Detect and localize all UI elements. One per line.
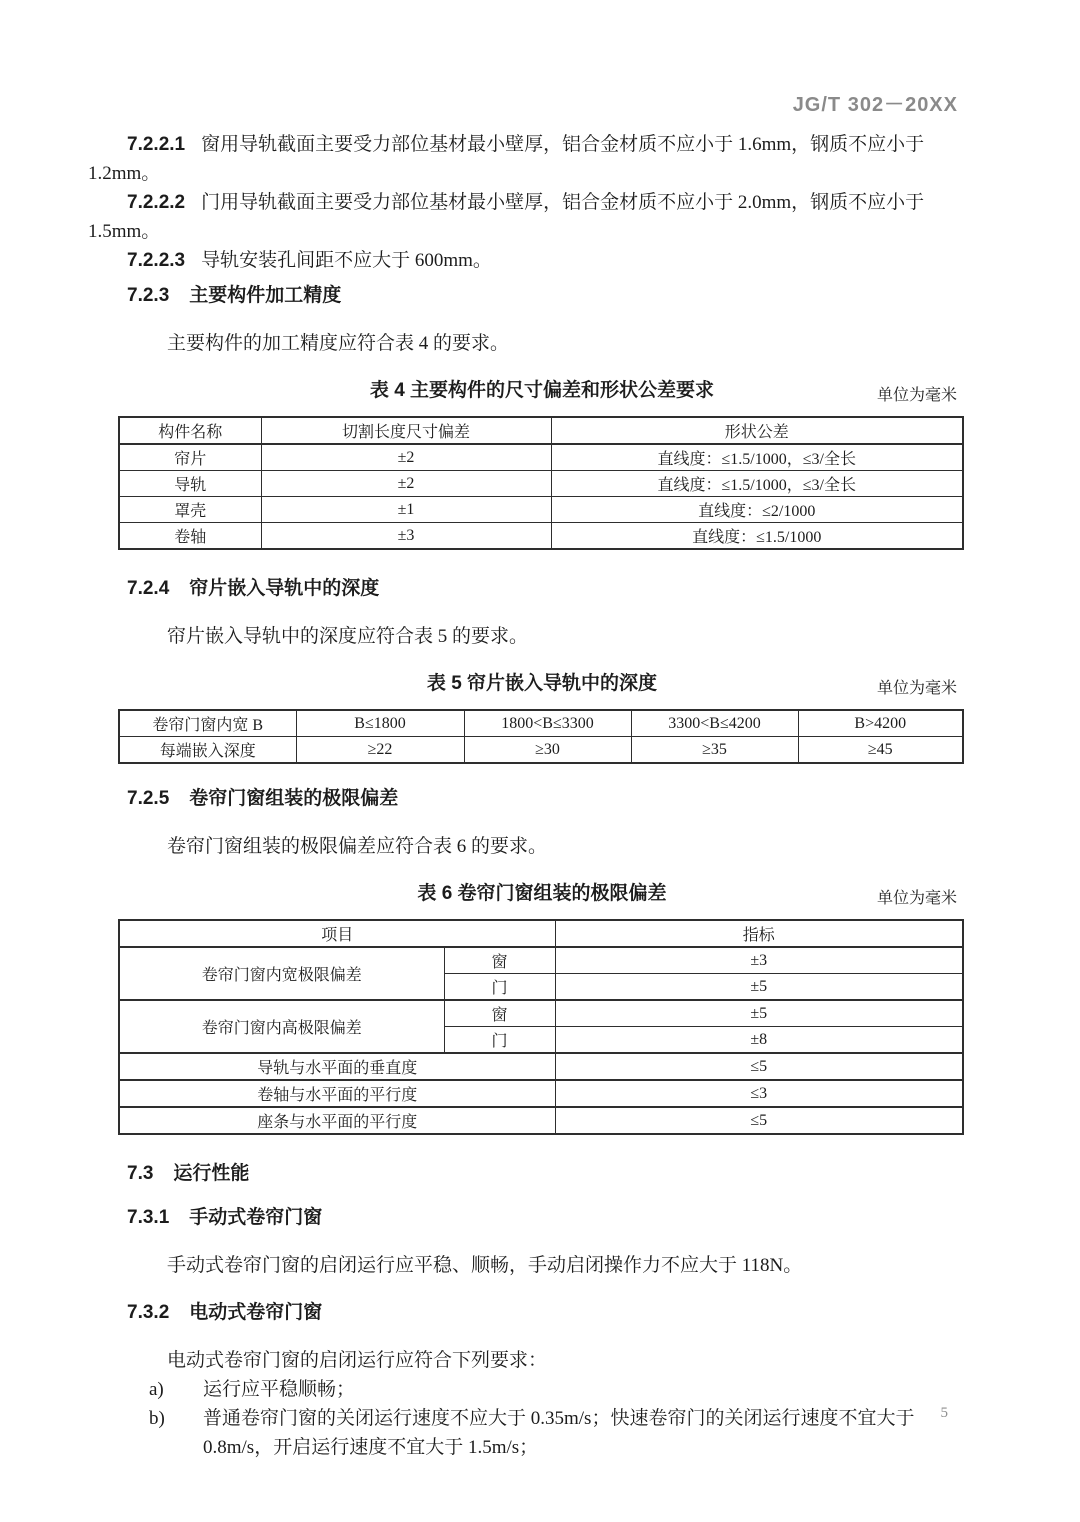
table-cell: ±2 [261,444,551,471]
running-header-standard-code: JG/T 302－20XX [792,94,958,116]
table-cell: 窗 [444,1000,555,1027]
table-cell: ±8 [555,1027,963,1054]
table-cell: B>4200 [798,710,963,737]
table-4-caption: 表 4 主要构件的尺寸偏差和形状公差要求 [369,380,715,401]
table-row [119,737,963,764]
list-item-b [149,1404,957,1462]
paragraph-7-3-2-intro: 电动式卷帘门窗的启闭运行应符合下列要求： [167,1350,548,1371]
table-row [119,497,963,523]
paragraph-7-3-1: 手动式卷帘门窗的启闭运行应平稳、顺畅，手动启闭操作力不应大于 118N。 [167,1255,803,1276]
section-heading-7-2-5 [127,788,957,810]
clause-7-2-2-2 [88,188,957,246]
table-5-unit-label: 单位为毫米 [876,680,957,697]
table-cell: 每端嵌入深度 [119,737,296,764]
section-heading-7-3-2 [127,1302,957,1324]
clause-text: 导轨安装孔间距不应大于 600mm。 [201,250,492,271]
table-row [119,523,963,550]
clause-number: 7.2.2.1 [127,134,186,155]
table-cell: ≥35 [631,737,798,764]
table-row [119,947,963,974]
section-number: 7.3.2 [127,1302,170,1323]
table-row [119,444,963,471]
table-4-unit-label: 单位为毫米 [876,387,957,404]
table-cell: 1800<B≤3300 [464,710,631,737]
table-cell: ≥45 [798,737,963,764]
table-row [119,1053,963,1080]
section-heading-7-2-4 [127,578,957,600]
table-cell: ±5 [555,1000,963,1027]
table-cell: 窗 [444,947,555,974]
table-cell: 直线度：≤1.5/1000，≤3/全长 [551,471,963,497]
paragraph-7-2-5: 卷帘门窗组装的极限偏差应符合表 6 的要求。 [167,836,548,857]
table-row-header [119,920,963,947]
table-6-caption: 表 6 卷帘门窗组装的极限偏差 [417,883,667,904]
list-item-text: 普通卷帘门窗的关闭运行速度不应大于 0.35m/s；快速卷帘门的关闭运行速度不宜大于 0.8m/s，开启运行速度不宜大于 1.5m/s； [203,1408,915,1458]
clause-7-2-2-1 [88,130,957,188]
table-cell: 门 [444,1027,555,1054]
table-cell: ±5 [555,974,963,1001]
table-cell: 罩壳 [119,497,261,523]
section-title: 卷帘门窗组装的极限偏差 [189,788,399,809]
table-cell: ≤5 [555,1053,963,1080]
table-header-cell: 项目 [119,920,555,947]
table-6-unit-label: 单位为毫米 [876,890,957,907]
table-header-cell: 构件名称 [119,417,261,444]
table-cell: 直线度：≤1.5/1000 [551,523,963,550]
list-item-label: a) [149,1379,164,1400]
table-cell: B≤1800 [296,710,464,737]
table-cell: ≤5 [555,1107,963,1134]
table-cell: ≤3 [555,1080,963,1107]
table-cell: ≥30 [464,737,631,764]
table-header-cell: 切割长度尺寸偏差 [261,417,551,444]
section-title: 主要构件加工精度 [189,285,342,306]
table-row [119,710,963,737]
section-heading-7-2-3 [127,285,957,307]
table-row [119,1107,963,1134]
list-item-text: 运行应平稳顺畅； [203,1379,356,1400]
table-cell-group-label: 卷帘门窗内宽极限偏差 [119,947,444,1000]
section-title: 帘片嵌入导轨中的深度 [189,578,380,599]
table-cell: ±2 [261,471,551,497]
paragraph-7-2-4: 帘片嵌入导轨中的深度应符合表 5 的要求。 [167,626,529,647]
paragraph-7-2-3: 主要构件的加工精度应符合表 4 的要求。 [167,333,510,354]
table-cell: ±1 [261,497,551,523]
table-cell: 直线度：≤2/1000 [551,497,963,523]
table-row-header [119,417,963,444]
section-number: 7.2.4 [127,578,170,599]
section-number: 7.3 [127,1163,154,1184]
page-number: 5 [940,1405,948,1421]
table-cell: 座条与水平面的平行度 [119,1107,555,1134]
clause-number: 7.2.2.2 [127,192,186,213]
table-cell-group-label: 卷帘门窗内高极限偏差 [119,1000,444,1053]
list-item-a [149,1375,957,1404]
section-heading-7-3-1 [127,1207,957,1229]
table-5-caption: 表 5 帘片嵌入导轨中的深度 [426,673,658,694]
list-item-label: b) [149,1408,165,1429]
section-number: 7.2.3 [127,285,170,306]
table-4-caption-row [127,378,957,404]
table-cell: 3300<B≤4200 [631,710,798,737]
table-cell: 卷轴与水平面的平行度 [119,1080,555,1107]
table-cell: 门 [444,974,555,1001]
section-title: 手动式卷帘门窗 [189,1207,323,1228]
table-6-caption-row [127,881,957,907]
table-cell: 卷轴 [119,523,261,550]
table-cell: 直线度：≤1.5/1000，≤3/全长 [551,444,963,471]
table-6 [118,919,964,1135]
table-row [119,1080,963,1107]
table-header-cell: 指标 [555,920,963,947]
table-cell: ≥22 [296,737,464,764]
table-cell: ±3 [555,947,963,974]
table-4 [118,416,964,550]
section-heading-7-3 [127,1163,957,1185]
table-row [119,471,963,497]
section-number: 7.2.5 [127,788,170,809]
table-cell: 帘片 [119,444,261,471]
section-number: 7.3.1 [127,1207,170,1228]
table-cell: 导轨 [119,471,261,497]
section-title: 运行性能 [173,1163,250,1184]
table-cell: 卷帘门窗内宽 B [119,710,296,737]
table-5 [118,709,964,764]
clause-number: 7.2.2.3 [127,250,186,271]
table-row [119,1000,963,1027]
table-cell: ±3 [261,523,551,550]
section-title: 电动式卷帘门窗 [189,1302,323,1323]
table-5-caption-row [127,671,957,697]
clause-text: 门用导轨截面主要受力部位基材最小壁厚，铝合金材质不应小于 2.0mm，钢质不应小于 1.5mm。 [88,192,925,242]
clause-7-2-2-3 [88,246,957,275]
table-cell: 导轨与水平面的垂直度 [119,1053,555,1080]
clause-text: 窗用导轨截面主要受力部位基材最小壁厚，铝合金材质不应小于 1.6mm，钢质不应小于 1.2mm。 [88,134,925,184]
table-header-cell: 形状公差 [551,417,963,444]
ordered-list-7-3-2 [149,1375,957,1462]
